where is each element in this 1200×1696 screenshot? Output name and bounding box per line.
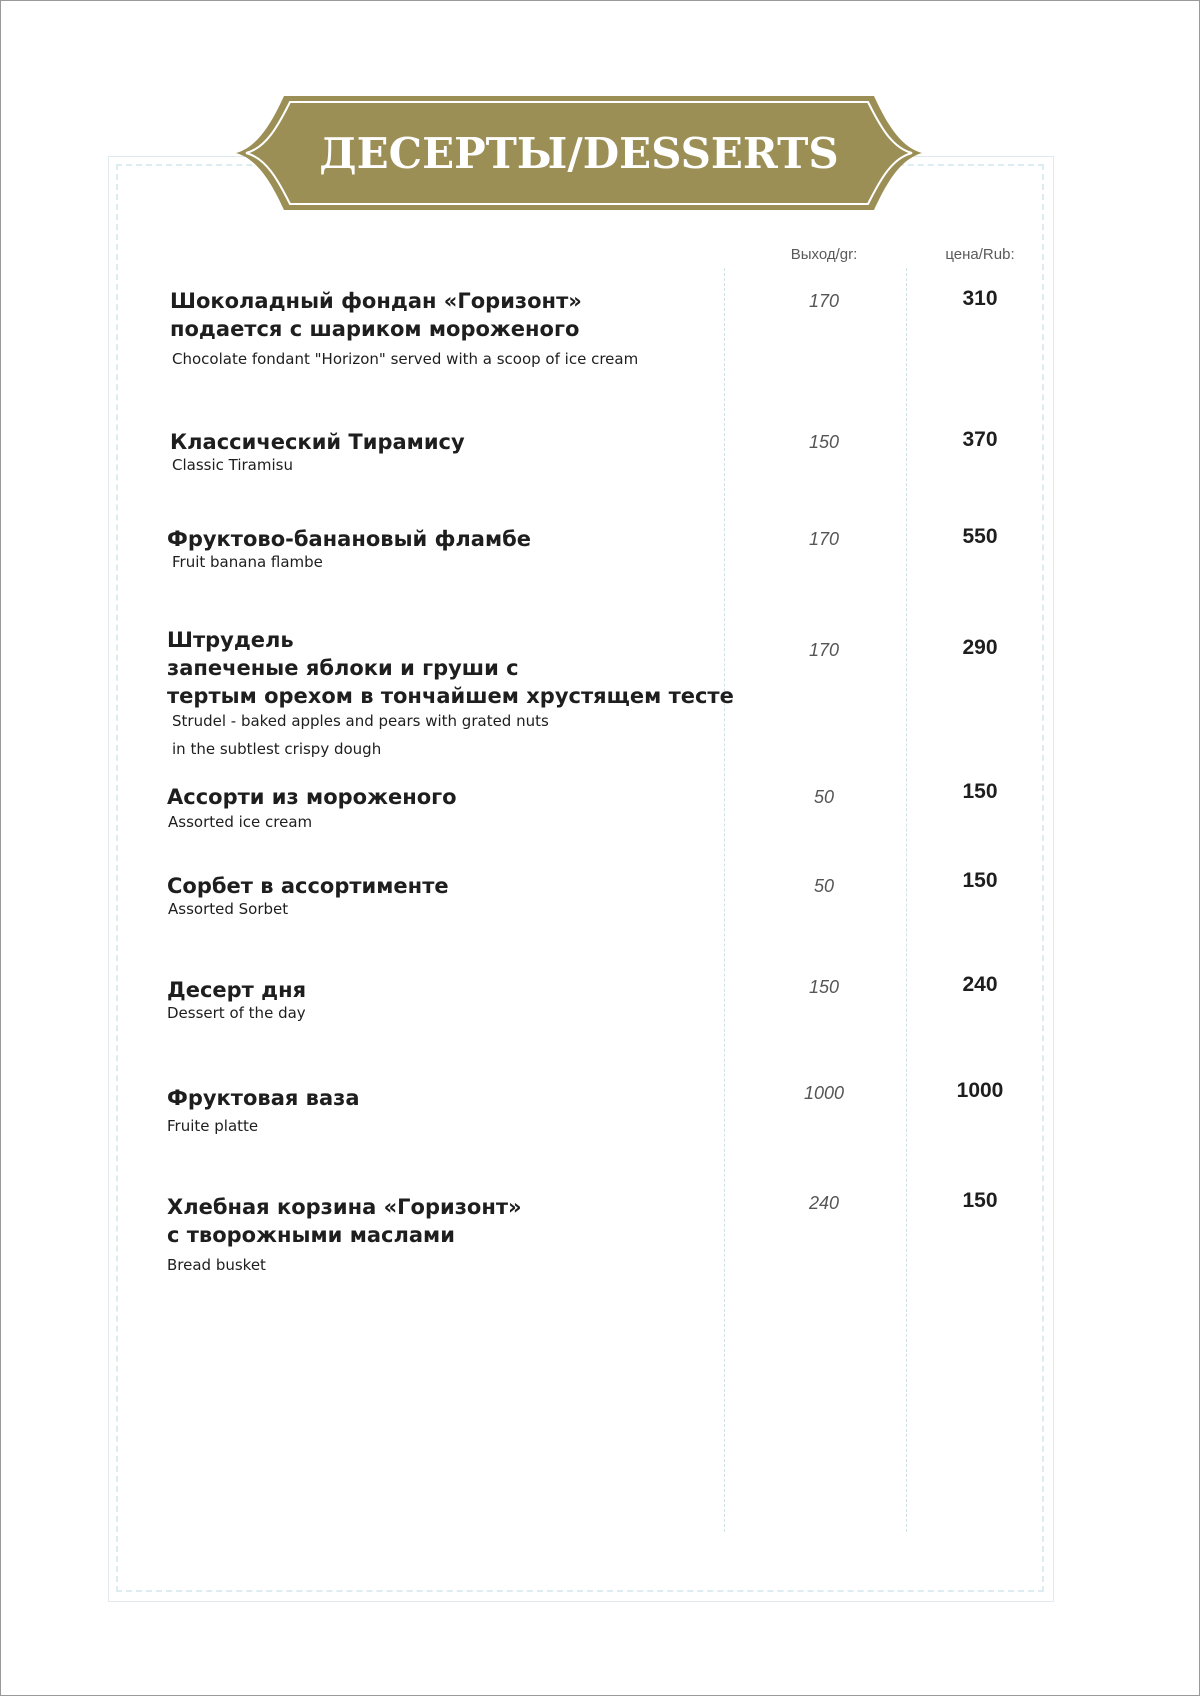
item-weight: 150 xyxy=(808,977,840,997)
item-name-en: Classic Tiramisu xyxy=(172,456,293,474)
item-weight: 170 xyxy=(808,640,840,660)
item-name-ru: Сорбет в ассортименте xyxy=(167,874,449,898)
column-divider-weight xyxy=(724,268,725,1532)
item-name-ru: Хлебная корзина «Горизонт» с творожными маслами xyxy=(167,1195,522,1247)
item-name-en: Fruit banana flambe xyxy=(172,553,323,571)
item-price: 370 xyxy=(962,428,998,451)
item-name-ru: Шоколадный фондан «Горизонт» подается с шариком мороженого xyxy=(170,289,582,341)
weight-column-header: Выход/gr: xyxy=(790,246,858,263)
item-name-en: Fruite platte xyxy=(167,1117,259,1135)
item-name-ru: Фруктово-банановый фламбе xyxy=(167,527,532,551)
item-price: 310 xyxy=(962,287,998,310)
item-weight: 170 xyxy=(808,529,840,549)
item-name-en: Assorted Sorbet xyxy=(168,900,289,918)
item-name-en: Assorted ice cream xyxy=(168,813,313,831)
price-column-header: цена/Rub: xyxy=(945,246,1015,263)
item-name-en: Bread busket xyxy=(167,1256,266,1274)
page-title: ДЕСЕРТЫ/DESSERTS xyxy=(319,128,839,178)
item-name-en: Dessert of the day xyxy=(167,1004,306,1022)
column-divider-price xyxy=(906,268,907,1532)
item-name-ru: Ассорти из мороженого xyxy=(167,785,457,809)
item-weight: 50 xyxy=(813,876,835,896)
item-price: 550 xyxy=(962,525,998,548)
item-price: 290 xyxy=(962,636,998,659)
item-price: 150 xyxy=(962,869,998,892)
item-name-ru: Фруктовая ваза xyxy=(167,1086,360,1110)
item-price: 1000 xyxy=(956,1079,1004,1102)
item-weight: 1000 xyxy=(803,1083,845,1103)
item-price: 240 xyxy=(962,973,998,996)
item-name-en: Chocolate fondant "Horizon" served with a scoop of ice cream xyxy=(172,350,639,368)
title-banner xyxy=(236,92,922,214)
item-price: 150 xyxy=(962,780,998,803)
item-name-en: Strudel - baked apples and pears with grated nuts in the subtlest crispy dough xyxy=(172,712,549,758)
item-weight: 240 xyxy=(808,1193,840,1213)
item-weight: 170 xyxy=(808,291,840,311)
item-price: 150 xyxy=(962,1189,998,1212)
item-name-ru: Штрудель запеченые яблоки и груши с тертым орехом в тончайшем хрустящем тесте xyxy=(167,628,734,708)
item-name-ru: Классический Тирамису xyxy=(170,430,465,454)
item-weight: 150 xyxy=(808,432,840,452)
item-weight: 50 xyxy=(813,787,835,807)
item-name-ru: Десерт дня xyxy=(167,978,307,1002)
